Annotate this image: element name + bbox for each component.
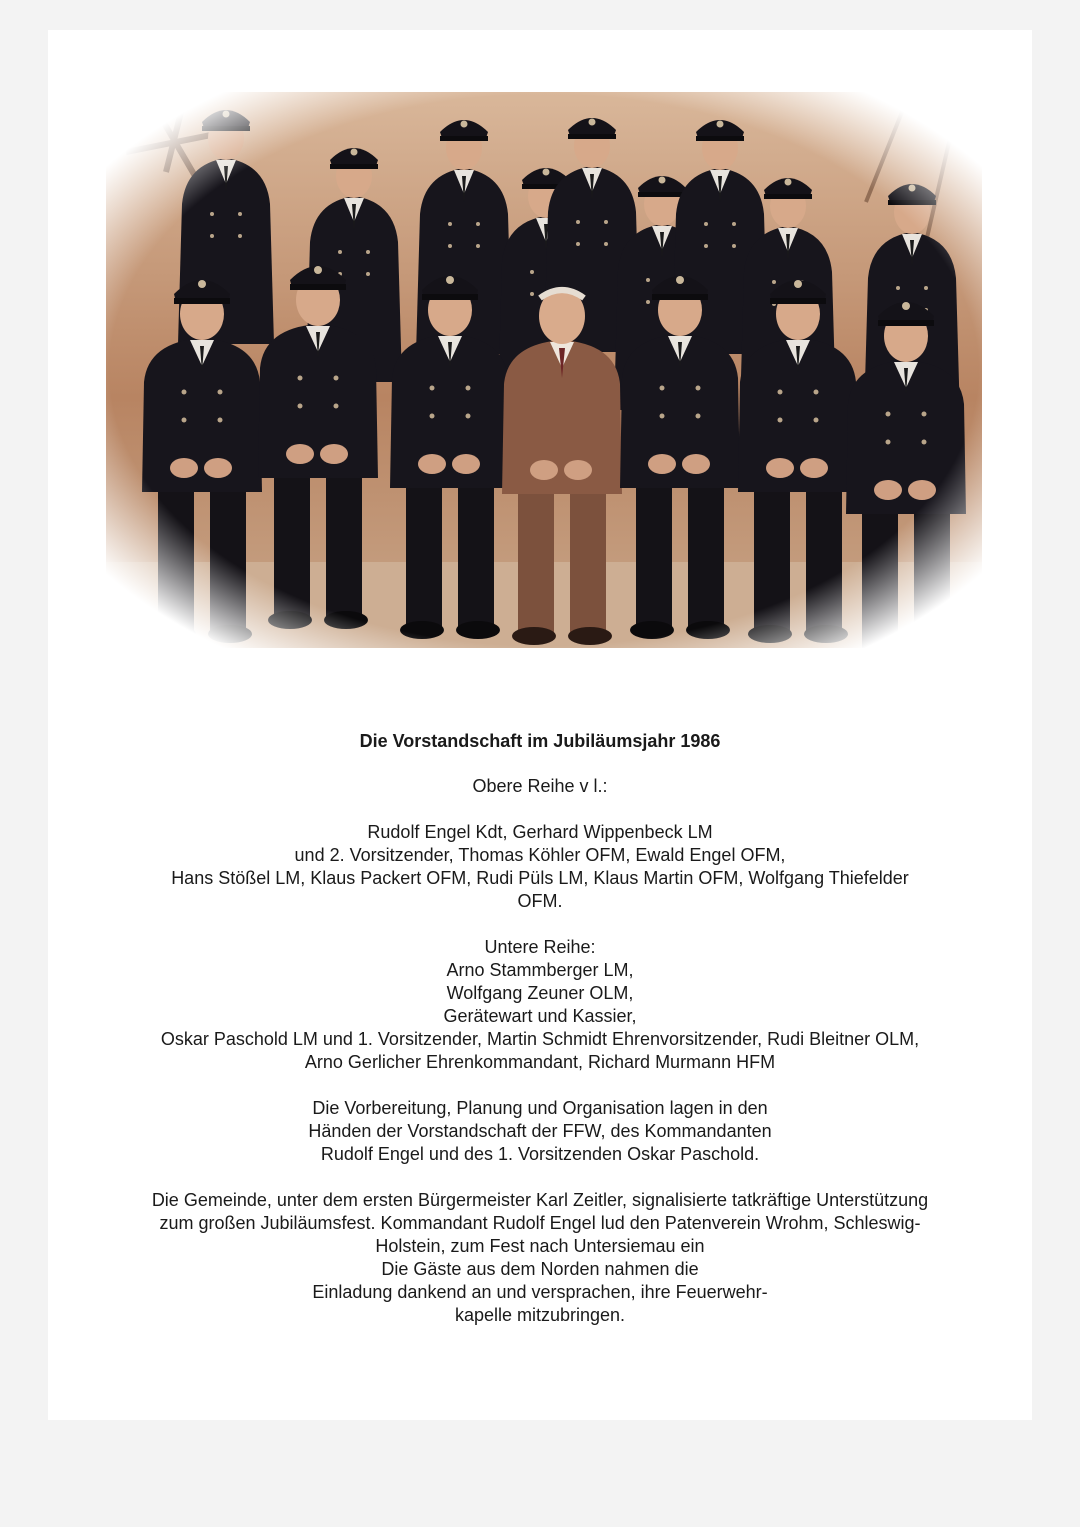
preparation-paragraph-line: Die Vorbereitung, Planung und Organisation lagen in den bbox=[312, 1098, 768, 1118]
community-paragraph-line: kapelle mitzubringen. bbox=[454, 1305, 626, 1325]
lower-row-line: Arno Gerlicher Ehrenkommandant, Richard Murmann HFM bbox=[304, 1052, 776, 1072]
lower-row-line: Oskar Paschold LM und 1. Vorsitzender, Martin Schmidt Ehrenvorsitzender, Rudi Bleitner OLM, bbox=[160, 1029, 920, 1049]
lower-row-line: Wolfgang Zeuner OLM, bbox=[446, 983, 634, 1003]
community-paragraph-line: Die Gäste aus dem Norden nahmen die bbox=[381, 1259, 699, 1279]
upper-row-line: Hans Stößel LM, Klaus Packert OFM, Rudi Püls LM, Klaus Martin OFM, Wolfgang Thiefelder bbox=[171, 868, 909, 888]
community-paragraph-line: Einladung dankend an und versprachen, ihre Feuerwehr- bbox=[312, 1282, 768, 1302]
upper-row-line: Rudolf Engel Kdt, Gerhard Wippenbeck LM bbox=[367, 822, 713, 842]
document-page bbox=[48, 30, 1032, 1420]
group-photo bbox=[106, 92, 982, 648]
lower-row-line: Arno Stammberger LM, bbox=[446, 960, 634, 980]
preparation-paragraph-line: Händen der Vorstandschaft der FFW, des Kommandanten bbox=[308, 1121, 772, 1141]
preparation-paragraph-line: Rudolf Engel und des 1. Vorsitzenden Oskar Paschold. bbox=[320, 1144, 760, 1164]
upper-row-line: und 2. Vorsitzender, Thomas Köhler OFM, Ewald Engel OFM, bbox=[294, 845, 786, 865]
community-paragraph-line: Die Gemeinde, unter dem ersten Bürgermeister Karl Zeitler, signalisierte tatkräftige Unterstützung bbox=[151, 1190, 929, 1210]
photo-caption bbox=[48, 730, 1032, 1327]
community-paragraph-line: zum großen Jubiläumsfest. Kommandant Rudolf Engel lud den Patenverein Wrohm, Schleswig- bbox=[159, 1213, 921, 1233]
upper-row-heading: Obere Reihe v l.: bbox=[472, 776, 608, 796]
community-paragraph-line: Holstein, zum Fest nach Untersiemau ein bbox=[375, 1236, 705, 1256]
lower-row-heading: Untere Reihe: bbox=[484, 937, 596, 957]
caption-title: Die Vorstandschaft im Jubiläumsjahr 1986 bbox=[359, 731, 721, 751]
lower-row-line: Gerätewart und Kassier, bbox=[443, 1006, 637, 1026]
upper-row-line: OFM. bbox=[517, 891, 563, 911]
